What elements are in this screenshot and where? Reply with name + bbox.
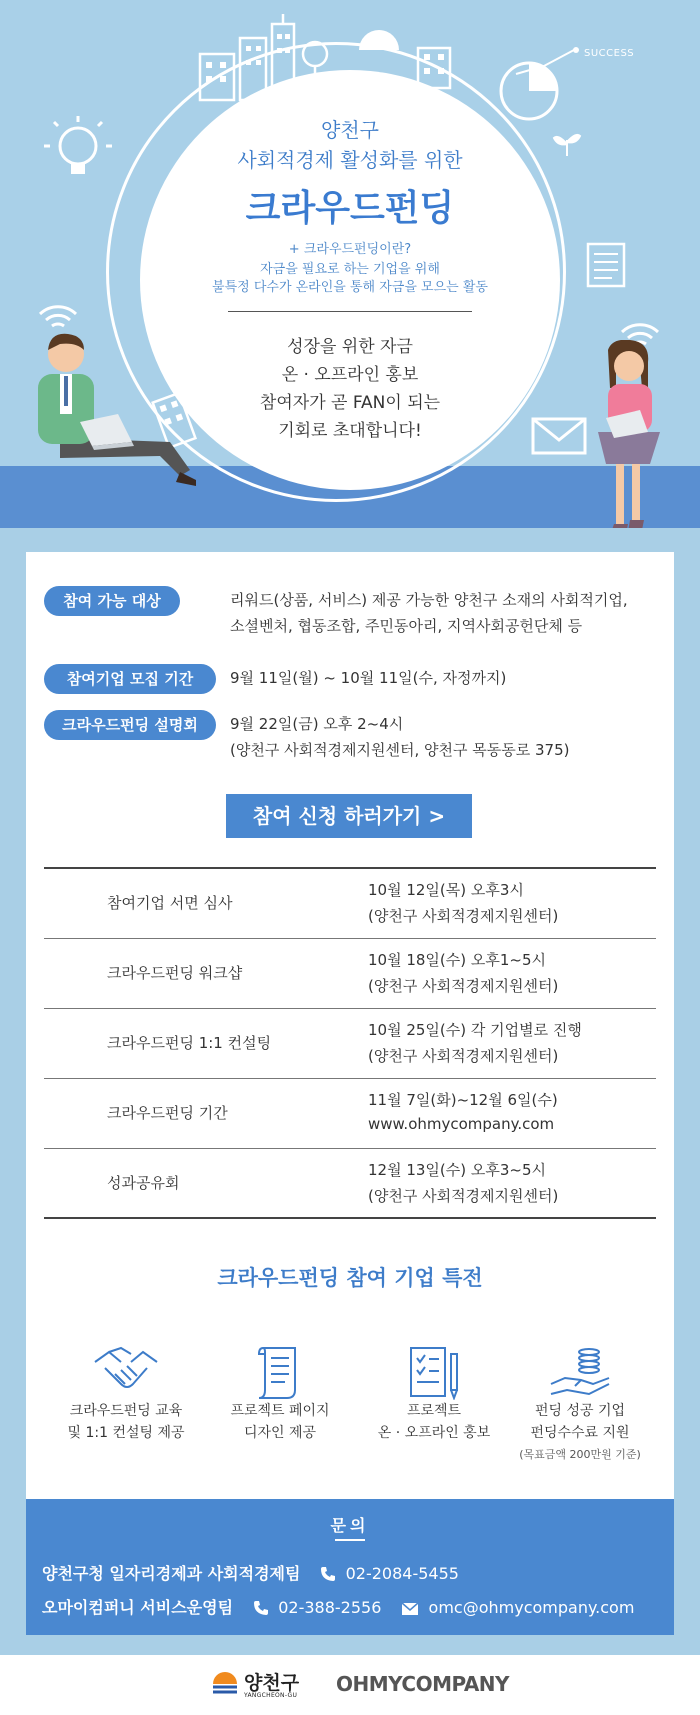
briefing-line2: (양천구 사회적경제지원센터, 양천구 목동동로 375)	[230, 741, 570, 759]
hero-banner	[0, 0, 700, 528]
checklist-pen-icon	[399, 1344, 469, 1400]
benefit-line1: 크라우드펀딩 교육	[69, 1403, 183, 1419]
contact-phone-ohmycompany[interactable]: 02-388-2556	[278, 1598, 382, 1617]
schedule-row	[44, 869, 656, 939]
hero-description-line1: 자금을 필요로 하는 기업을 위해	[260, 262, 440, 277]
recruit-period-value: 9월 11일(월) ~ 10월 11일(수, 자정까지)	[230, 669, 507, 687]
benefit-line1: 프로젝트	[406, 1403, 462, 1419]
schedule-item-website[interactable]: www.ohmycompany.com	[368, 1115, 555, 1133]
schedule-item-name: 성과공유회	[107, 1174, 180, 1192]
benefit-item	[354, 1344, 514, 1444]
benefits-title: 크라우드펀딩 참여 기업 특전	[217, 1266, 483, 1290]
yangcheon-logo-text: 양천구	[244, 1672, 300, 1694]
wifi-left-icon	[36, 300, 80, 330]
schedule-row	[44, 939, 656, 1009]
contact-phone-yangcheon[interactable]: 02-2084-5455	[345, 1564, 459, 1583]
schedule-row	[44, 1009, 656, 1079]
briefing-line1: 9월 22일(금) 오후 2~4시	[230, 715, 404, 733]
schedule-item-place: (양천구 사회적경제지원센터)	[368, 907, 559, 925]
contact-org-ohmycompany: 오마이컴퍼니 서비스운영팀	[42, 1598, 234, 1617]
contact-title: 문의	[330, 1516, 370, 1535]
lightbulb-icon	[38, 112, 118, 192]
hero-message-line2: 온 · 오프라인 홍보	[281, 365, 419, 385]
hero-question: + 크라우드펀딩이란?	[288, 242, 412, 257]
schedule-table	[44, 867, 656, 1219]
info-card	[26, 552, 674, 1635]
hero-subtitle-line1: 양천구	[321, 118, 379, 142]
contact-line-ohmycompany	[42, 1595, 634, 1618]
coins-hand-icon	[545, 1344, 615, 1400]
schedule-item-name: 크라우드펀딩 1:1 컨설팅	[107, 1034, 272, 1052]
phone-icon	[320, 1566, 336, 1582]
contact-org-yangcheon: 양천구청 일자리경제과 사회적경제팀	[42, 1564, 301, 1583]
apply-button[interactable]: 참여 신청 하러가기 >	[226, 794, 472, 838]
contact-line-yangcheon	[42, 1561, 459, 1584]
yangcheon-logo-subtext: YANGCHEON-GU	[244, 1692, 298, 1699]
hero-divider	[228, 311, 472, 312]
phone-icon	[253, 1600, 269, 1616]
footer	[0, 1655, 700, 1715]
success-label: SUCCESS	[584, 48, 635, 59]
benefit-item	[46, 1344, 206, 1444]
hero-circle	[140, 70, 560, 490]
benefit-note: (목표금액 200만원 기준)	[519, 1448, 641, 1461]
schedule-item-name: 크라우드펀딩 워크샵	[107, 964, 243, 982]
man-with-laptop-illustration	[20, 330, 200, 490]
contact-section	[26, 1499, 674, 1635]
benefit-line1: 펀딩 성공 기업	[534, 1403, 626, 1419]
recruit-period-badge: 참여기업 모집 기간	[44, 664, 216, 694]
schedule-item-place: (양천구 사회적경제지원센터)	[368, 977, 559, 995]
schedule-item-name: 참여기업 서면 심사	[107, 894, 233, 912]
schedule-row	[44, 1079, 656, 1149]
schedule-item-date: 10월 12일(목) 오후3시	[368, 881, 524, 899]
benefit-line2: 및 1:1 컨설팅 제공	[67, 1425, 185, 1441]
benefit-item	[200, 1344, 360, 1444]
briefing-badge: 크라우드펀딩 설명회	[44, 710, 216, 740]
document-icon	[584, 240, 628, 290]
yangcheon-logo-icon	[210, 1666, 240, 1700]
benefit-item	[500, 1344, 660, 1464]
schedule-item-date: 12월 13일(수) 오후3~5시	[368, 1161, 547, 1179]
woman-with-laptop-illustration	[588, 340, 678, 528]
hero-message-line1: 성장을 위한 자금	[287, 337, 413, 357]
eligibility-line1: 리워드(상품, 서비스) 제공 가능한 양천구 소재의 사회적기업,	[230, 591, 628, 609]
eligibility-line2: 소셜벤처, 협동조합, 주민동아리, 지역사회공헌단체 등	[230, 617, 583, 635]
benefit-line1: 프로젝트 페이지	[230, 1403, 330, 1419]
schedule-item-place: (양천구 사회적경제지원센터)	[368, 1047, 559, 1065]
document-scroll-icon	[245, 1344, 315, 1400]
hero-message-line4: 기회로 초대합니다!	[278, 421, 422, 441]
schedule-item-date: 11월 7일(화)~12월 6일(수)	[368, 1091, 558, 1109]
hero-title: 크라우드펀딩	[245, 188, 455, 229]
schedule-item-name: 크라우드펀딩 기간	[107, 1104, 228, 1122]
handshake-icon	[91, 1344, 161, 1400]
contact-email[interactable]: omc@ohmycompany.com	[428, 1598, 635, 1617]
benefit-line2: 디자인 제공	[243, 1425, 317, 1441]
schedule-row	[44, 1149, 656, 1219]
schedule-item-date: 10월 18일(수) 오후1~5시	[368, 951, 547, 969]
benefit-line2: 펀딩수수료 지원	[530, 1425, 630, 1441]
benefit-line2: 온 · 오프라인 홍보	[377, 1425, 491, 1441]
schedule-item-date: 10월 25일(수) 각 기업별로 진행	[368, 1021, 582, 1039]
hero-description-line2: 불특정 다수가 온라인을 통해 자금을 모으는 활동	[212, 280, 488, 295]
hero-message-line3: 참여자가 곧 FAN이 되는	[259, 393, 441, 413]
eligibility-badge: 참여 가능 대상	[44, 586, 180, 616]
ohmycompany-logo: OHMYCOMPANY	[336, 1672, 510, 1696]
schedule-item-place: (양천구 사회적경제지원센터)	[368, 1187, 559, 1205]
hero-subtitle-line2: 사회적경제 활성화를 위한	[237, 148, 463, 172]
contact-title-underline	[335, 1539, 365, 1541]
mail-icon	[401, 1602, 419, 1616]
